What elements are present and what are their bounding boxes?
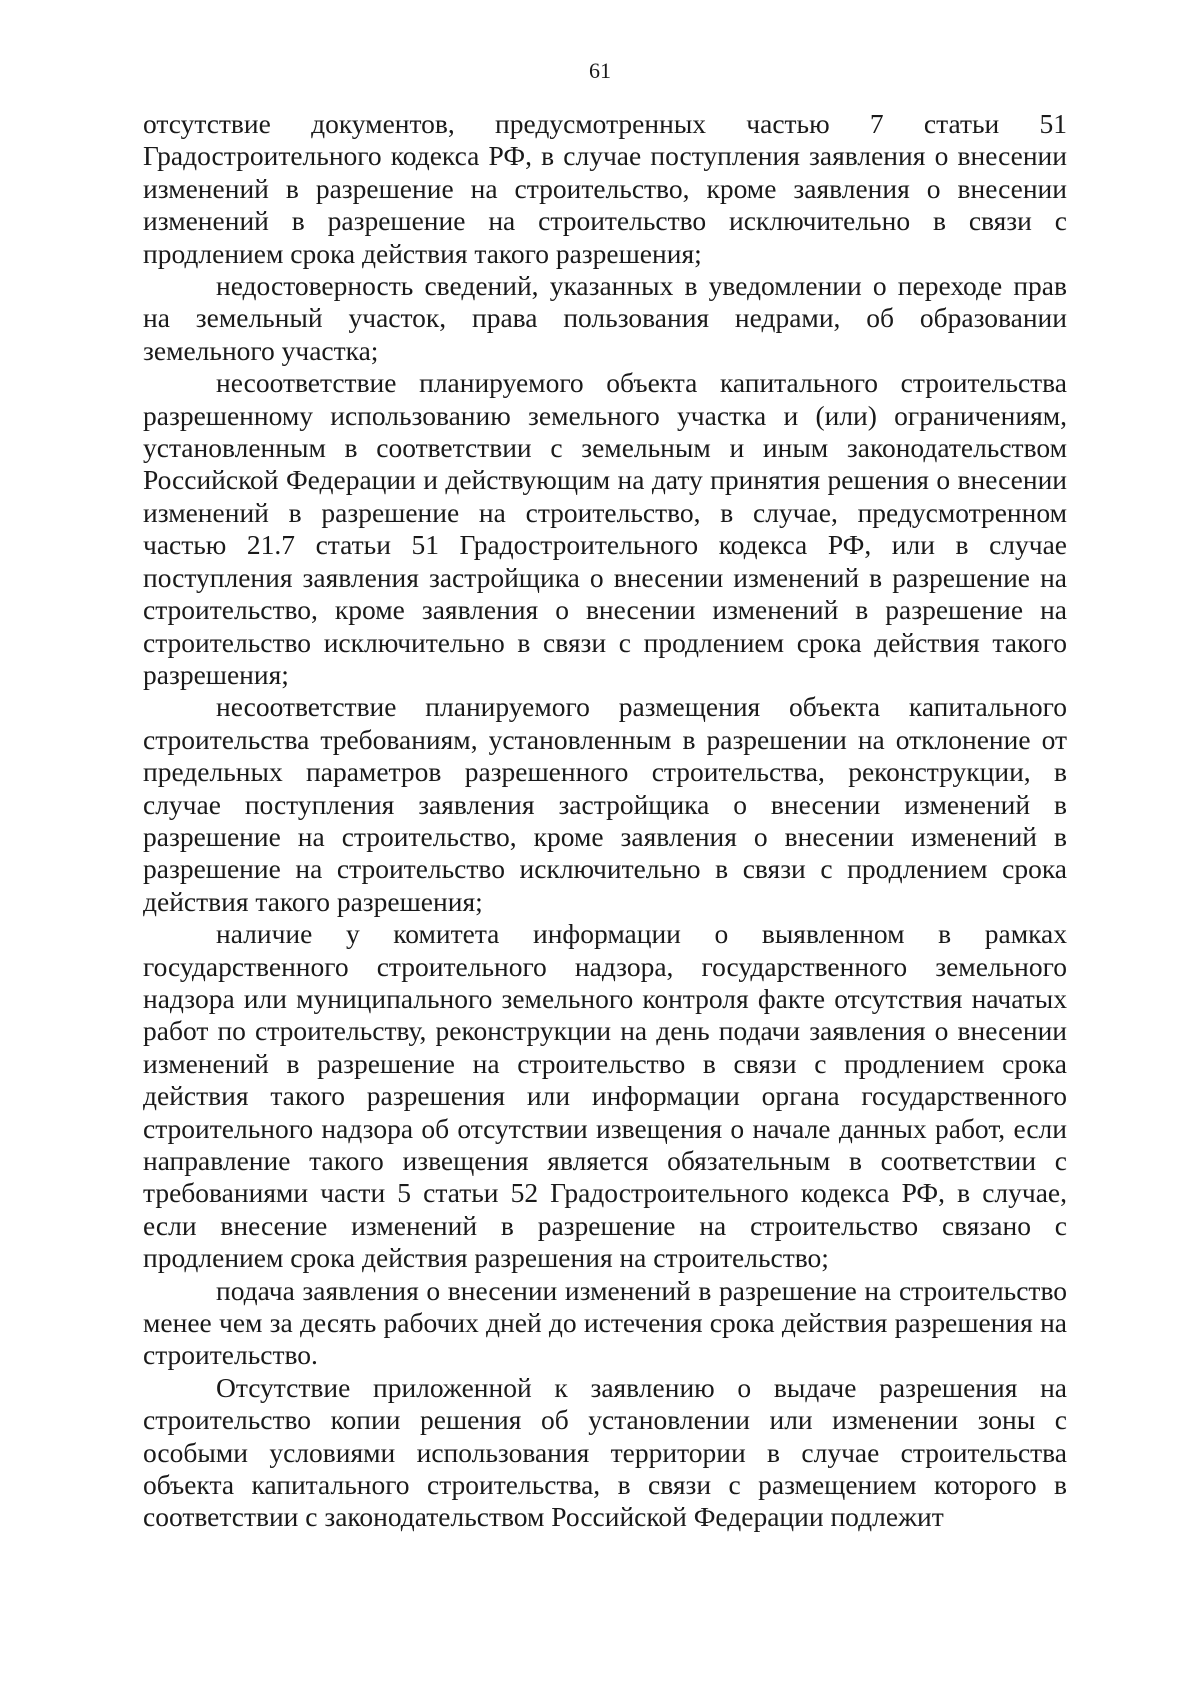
paragraph-unreliable-info: недостоверность сведений, указанных в уведомлении о переходе прав на земельный участок, права пользования недрами, об образовании земельного участка; — [143, 270, 1067, 366]
body-text — [143, 108, 1067, 1534]
paragraph-missing-zone-decision: Отсутствие приложенной к заявлению о выдаче разрешения на строительство копии решения об установлении или изменении зоны с особыми условиями использования территории в случае строительства объекта капитального строительства, в связи с размещением которого в соответствии с законодательством Российской Федерации подлежит — [143, 1371, 1067, 1533]
paragraph-committee-information: наличие у комитета информации о выявленном в рамках государственного строительного надзора, государственного земельного надзора или муниципального земельного контроля факте отсутствия начатых работ по строительству, реконструкции на день подачи заявления о внесении изменений в разрешение на строительство в связи с продлением срока действия такого разрешения или информации органа государственного строительного надзора об отсутствии извещения о начале данных работ, если направление такого извещения является обязательным в соответствии с требованиями части 5 статьи 52 Градостроительного кодекса РФ, в случае, если внесение изменений в разрешение на строительство связано с продлением срока действия разрешения на строительство; — [143, 918, 1067, 1274]
paragraph-placement-mismatch: несоответствие планируемого размещения объекта капитального строительства требованиям, установленным в разрешении на отклонение от предельных параметров разрешенного строительства, реконструкции, в случае поступления заявления застройщика о внесении изменений в разрешение на строительство, кроме заявления о внесении изменений в разрешение на строительство исключительно в связи с продлением срока действия такого разрешения; — [143, 691, 1067, 917]
paragraph-missing-documents: отсутствие документов, предусмотренных частью 7 статьи 51 Градостроительного кодекса РФ, в случае поступления заявления о внесении изменений в разрешение на строительство, кроме заявления о внесении изменений в разрешение на строительство исключительно в связи с продлением срока действия такого разрешения; — [143, 108, 1067, 269]
paragraph-late-application: подача заявления о внесении изменений в разрешение на строительство менее чем за десять рабочих дней до истечения срока действия разрешения на строительство. — [143, 1274, 1067, 1371]
paragraph-land-use-mismatch: несоответствие планируемого объекта капитального строительства разрешенному использованию земельного участка и (или) ограничениям, установленным в соответствии с земельным и иным законодательством Российской Федерации и действующим на дату принятия решения о внесении изменений в разрешение на строительство, в случае, предусмотренном частью 21.7 статьи 51 Градостроительного кодекса РФ, или в случае поступления заявления застройщика о внесении изменений в разрешение на строительство, кроме заявления о внесении изменений в разрешение на строительство исключительно в связи с продлением срока действия такого разрешения; — [143, 367, 1067, 690]
page-number: 61 — [589, 58, 611, 83]
